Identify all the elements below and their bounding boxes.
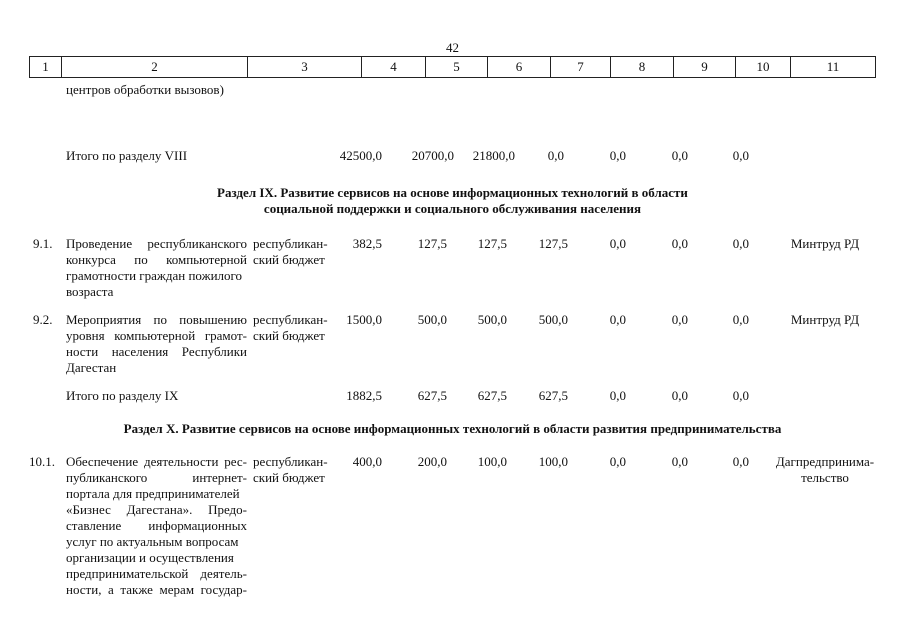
row-10-1-line: ставление информационных (66, 518, 247, 533)
row-9-2-col7: 500,0 (538, 312, 568, 327)
page-number: 42 (446, 40, 459, 55)
column-header-10: 10 (735, 57, 790, 77)
column-header-6: 6 (487, 57, 550, 77)
row-9-1-col7: 127,5 (538, 236, 568, 251)
row-9-2-line: Дагестан (66, 360, 117, 375)
row-9-2-source (253, 312, 328, 344)
row-10-1-col4: 400,0 (352, 454, 382, 469)
column-header-7: 7 (550, 57, 610, 77)
row-9-1-number: 9.1. (33, 236, 53, 251)
section-x-title: Раздел X. Развитие сервисов на основе информационных технологий в области развития предпринимательства (123, 421, 782, 436)
section-ix-title-line1: Раздел IX. Развитие сервисов на основе информационных технологий в области (217, 185, 688, 200)
row-10-1-source (253, 454, 328, 486)
row-10-1-col9: 0,0 (671, 454, 688, 469)
row-9-1-line: возраста (66, 284, 114, 299)
column-header-8: 8 (610, 57, 673, 77)
row-10-1-line: Обеспечение деятельности рес- (66, 454, 247, 469)
column-header-9: 9 (673, 57, 735, 77)
total-viii-col9: 0,0 (671, 148, 688, 163)
row-9-1-source-line: республикан- (253, 236, 328, 251)
column-header-11: 11 (790, 57, 876, 77)
row-9-2-col10: 0,0 (732, 312, 749, 327)
row-10-1-line: публиканского интернет- (66, 470, 247, 485)
row-9-2-col6: 500,0 (477, 312, 507, 327)
row-9-1-line: грамотности граждан пожилого (66, 268, 243, 283)
row-10-1-executor (770, 454, 880, 486)
column-header-4: 4 (361, 57, 425, 77)
total-viii-col6: 21800,0 (472, 148, 515, 163)
row-10-1-executor-line: Дагпредпринима- (775, 454, 875, 469)
row-9-1-col6: 127,5 (477, 236, 507, 251)
row-10-1-col8: 0,0 (609, 454, 626, 469)
row-10-1-col6: 100,0 (477, 454, 507, 469)
row-10-1-description (66, 454, 247, 598)
row-9-1-col10: 0,0 (732, 236, 749, 251)
total-ix-col10: 0,0 (732, 388, 749, 403)
total-ix-col9: 0,0 (671, 388, 688, 403)
total-viii-col7: 0,0 (547, 148, 564, 163)
row-9-1-executor: Минтруд РД (790, 236, 860, 251)
row-10-1-line: «Бизнес Дагестана». Предо- (66, 502, 247, 517)
total-viii-label: Итого по разделу VIII (66, 148, 188, 163)
total-viii-col4: 42500,0 (339, 148, 382, 163)
row-9-1-col8: 0,0 (609, 236, 626, 251)
row-9-2-source-line: ский бюджет (253, 328, 325, 343)
total-ix-col8: 0,0 (609, 388, 626, 403)
row-10-1-line: услуг по актуальным вопросам (66, 534, 239, 549)
row-9-2-col5: 500,0 (417, 312, 447, 327)
total-viii-col10: 0,0 (732, 148, 749, 163)
row-9-2-executor: Минтруд РД (790, 312, 860, 327)
row-9-2-description (66, 312, 247, 376)
row-9-2-col8: 0,0 (609, 312, 626, 327)
row-10-1-number: 10.1. (29, 454, 55, 469)
column-header-3: 3 (247, 57, 361, 77)
row-9-1-description (66, 236, 247, 300)
total-ix-col4: 1882,5 (346, 388, 382, 403)
row-10-1-col7: 100,0 (538, 454, 568, 469)
row-10-1-col5: 200,0 (417, 454, 447, 469)
row-9-2-col4: 1500,0 (346, 312, 382, 327)
row-9-2-source-line: республикан- (253, 312, 328, 327)
row-9-1-col5: 127,5 (417, 236, 447, 251)
row-9-2-line: Мероприятия по повышению (66, 312, 247, 327)
continuation-text: центров обработки вызовов) (66, 82, 224, 97)
row-9-1-line: конкурса по компьютерной (66, 252, 247, 267)
row-10-1-line: портала для предпринимателей (66, 486, 240, 501)
row-10-1-source-line: ский бюджет (253, 470, 325, 485)
row-9-2-col9: 0,0 (671, 312, 688, 327)
total-viii-col8: 0,0 (609, 148, 626, 163)
row-10-1-line: организации и осуществления (66, 550, 234, 565)
row-10-1-col10: 0,0 (732, 454, 749, 469)
row-10-1-line: ности, а также мерам государ- (66, 582, 247, 597)
row-9-1-source (253, 236, 328, 268)
row-9-1-line: Проведение республиканского (66, 236, 247, 251)
row-10-1-executor-line: тельство (801, 470, 849, 485)
row-10-1-source-line: республикан- (253, 454, 328, 469)
total-viii-col5: 20700,0 (411, 148, 454, 163)
row-9-2-line: уровня компьютерной грамот- (66, 328, 247, 343)
section-ix-title-line2: социальной поддержки и социального обслуживания населения (263, 201, 642, 216)
row-9-1-col9: 0,0 (671, 236, 688, 251)
column-header-2: 2 (61, 57, 247, 77)
row-9-1-col4: 382,5 (352, 236, 382, 251)
table-header-row (29, 56, 876, 78)
row-9-2-number: 9.2. (33, 312, 53, 327)
total-ix-col7: 627,5 (538, 388, 568, 403)
total-ix-label: Итого по разделу IX (66, 388, 179, 403)
row-10-1-line: предпринимательской деятель- (66, 566, 247, 581)
row-9-2-line: ности населения Республики (66, 344, 247, 359)
row-9-1-source-line: ский бюджет (253, 252, 325, 267)
column-header-5: 5 (425, 57, 487, 77)
total-ix-col6: 627,5 (477, 388, 507, 403)
column-header-1: 1 (29, 57, 61, 77)
total-ix-col5: 627,5 (417, 388, 447, 403)
